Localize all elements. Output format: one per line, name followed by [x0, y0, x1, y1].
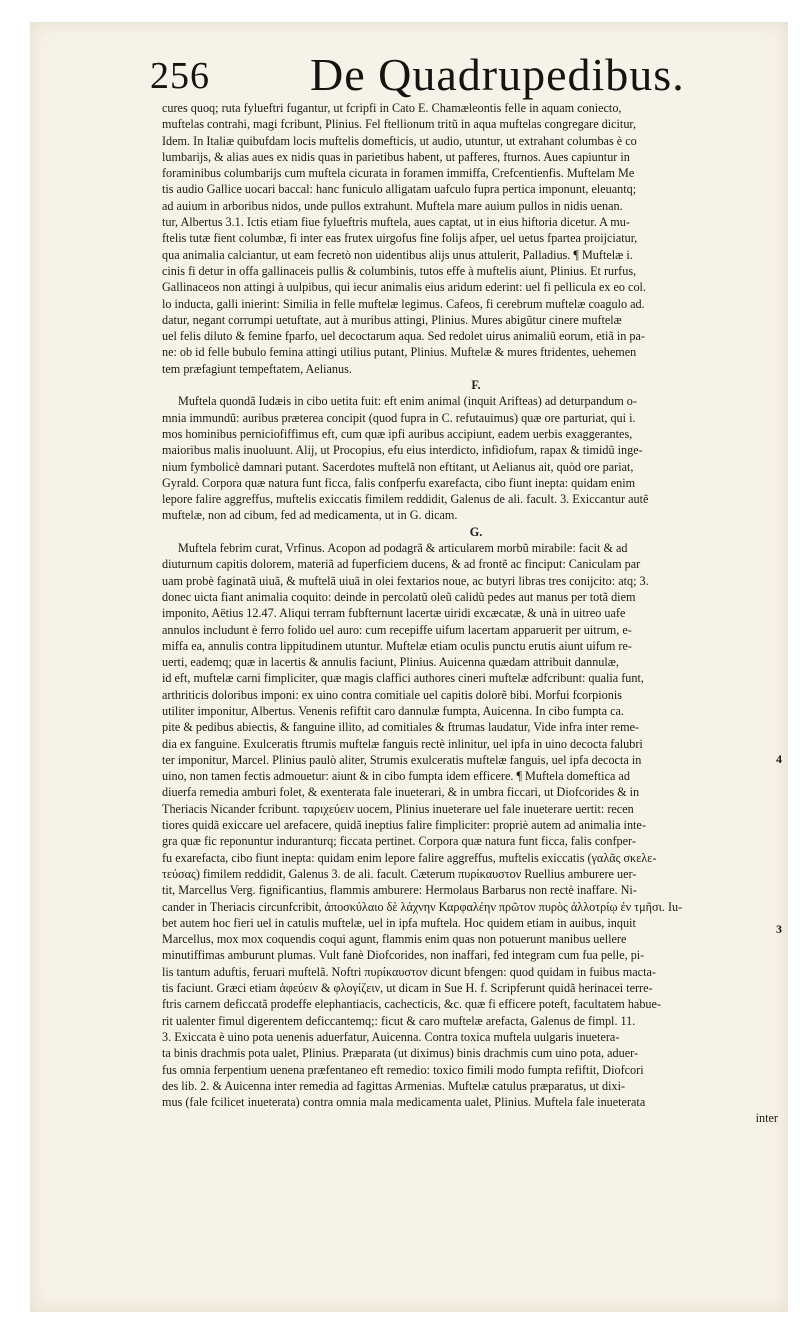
text-line: dia ex fanguine. Exulceratis ftrumis muftelæ fanguis rectè inlinitur, uel ipfa in uino decocta falubri — [162, 736, 643, 751]
text-line: des lib. 2. & Auicenna inter remedia ad fagittas Armenias. Muftelæ catulus præparatus, ut dixi- — [162, 1078, 626, 1093]
text-line: arthriticis doloribus imponi: ex uino contra comitiale uel capitis dolorẽ bibi. Morfui fcorpionis — [162, 687, 622, 702]
text-line: lis tantum aduftis, feruari muftelã. Noftri πυρίκαυστον dicunt bfengen: quod quidam in fuibus macta- — [162, 964, 656, 979]
text-line: uam probè faginatã uiuã, & muftelã uiuã in olei fextarios noue, ac butyri libras tres conijcito: atq; 3. — [162, 573, 649, 588]
text-line: tur, Albertus 3.1. Ictis etiam fiue fylueftris muftela, aues captat, ut in eius hiftoria dicetur. A mu- — [162, 215, 630, 230]
text-line: Muftela febrim curat, Vrfinus. Acopon ad podagrã & articularem morbũ mirabile: facit & ad — [178, 541, 628, 556]
text-line: ta binis drachmis pota ualet, Plinius. Præparata (ut diximus) binis drachmis cum uino pota, aduer- — [162, 1046, 638, 1061]
text-line: datur, negant corrumpi uetuftate, aut à muribus attingi, Plinius. Mures abigũtur cinere muftelæ — [162, 312, 622, 327]
text-line: qua animalia calciantur, ut eam fecretò non uidentibus alijs unus attulerit, Palladius. ¶ Muftelæ i. — [162, 247, 633, 262]
text-line: minutiffimas amburunt plumas. Vult fanè Diofcorides, non inaffari, fed integram cum fua pelle, pi- — [162, 948, 645, 963]
text-line: ne: ob id felle bubulo femina attingi utilius putant, Plinius. Muftelæ & mures ftridentes, uehemen — [162, 345, 637, 360]
text-line: rit ualenter fimul digerentem deficcantemq;: ficut & caro muftelæ arefacta, Galenus de fimpl. 11. — [162, 1013, 636, 1028]
text-line: lo inducta, galli inierint: Similia in felle muftelæ legimus. Cafeos, fi cerebrum muftelæ coagulo ad. — [162, 296, 645, 311]
text-line: utiliter imponitur, Albertus. Venenis refiftit caro dannulæ fumpta, Auicenna. In cibo fumpta ca. — [162, 703, 624, 718]
text-line: uino, non tamen fectis admouetur: aiunt & in cibo fumpta idem efficere. ¶ Muftela domeftica ad — [162, 769, 630, 784]
text-line: Idem. In Italiæ quibufdam locis muftelis domefticis, ut audio, utuntur, ut extrahant columbas è co — [162, 133, 637, 148]
section-letter: G. — [469, 524, 483, 539]
text-line: lumbarijs, & alias aues ex nidis quas in parietibus habent, ut pafferes, fturnos. Aues capiuntur in — [162, 149, 630, 164]
running-head: De Quadrupedibus. — [310, 49, 685, 100]
text-line: uel felis diluto & femine fparfo, uel decoctarum aqua. Sed redolet uirus animaliũ eorum, etiã in pa- — [162, 329, 645, 344]
margin-note: 4 — [776, 752, 782, 766]
text-line: fu exarefacta, cibo fiunt inepta: quidam enim lepore falire aggreffus, muftelis exiccatis (γαλᾶς σκελε- — [162, 850, 657, 865]
text-line: bet autem hoc fieri uel in catulis muftelæ, uel in ipfa muftela. Hoc quidem etiam in auibus, inquit — [162, 915, 636, 930]
text-line: maioribus malis inuoluunt. Alij, ut Procopius, efu eius interdicto, infidiofum, rapax & timidũ inge- — [162, 443, 643, 458]
text-line: cinis fi detur in offa gallinaceis pullis & columbinis, tutos effe à muftelis aiunt, Plinius. Et rurfus, — [162, 263, 637, 278]
text-line: Theriacis Nicander fcribunt. ταριχεύειν uocem, Plinius inueterare uel fale inueterare uertit: recen — [162, 801, 634, 816]
text-line: mos hominibus perniciofiffimus eft, cum quæ ipfi auribus accipiunt, eadem uerbis exaggerantes, — [162, 426, 633, 441]
text-line: miffa ea, annulis contra lippitudinem utuntur. Muftelæ etiam oculis punctu erutis aiunt uifum re- — [162, 638, 632, 653]
text-line: gra quæ fic reponuntur induranturq; ficcata pertinet. Corpora quæ natura funt ficca, falis confper- — [162, 834, 636, 849]
text-line: Gyrald. Corpora quæ natura funt ficca, falis confperfu exarefacta, cibo fiunt inepta: quidam enim — [162, 475, 636, 490]
text-line: tiores quidã exiccare uel arefacere, quidã ineptius falire fimpliciter: propriè autem ad animalia inte- — [162, 818, 646, 833]
page-number: 256 — [150, 55, 210, 97]
text-line: tem præfagiunt tempeftatem, Aelianus. — [162, 361, 352, 376]
page-header — [150, 48, 750, 108]
text-line: annulos includunt è ferro folido uel auro: cum recepiffe uifum lacertam apparuerit per uitrum, e- — [162, 622, 632, 637]
text-line: Gallinaceos non attingi à uulpibus, qui iecur animalis eius aridum ederint: uel fi pellicula ex eo col. — [162, 280, 646, 295]
text-line: uerti, eademq; quæ in lacertis & annulis faciunt, Plinius. Auicenna quædam attribuit dannulæ, — [162, 655, 619, 670]
text-line: tis faciunt. Græci etiam ἀφεύειν & φλογίζειν, ut dicam in Sue H. f. Scripferunt quidã herinacei terre- — [162, 981, 653, 996]
text-line: diuerfa remedia amburi folet, & exenterata fale inueterari, & in umbra ficcari, ut Diofcorides & in — [162, 785, 640, 800]
text-line: nium fymbolicè damnari putant. Sacerdotes muftelã non eftitant, ut Aelianus ait, quòd ore pariat, — [162, 459, 634, 474]
text-line: lepore falire aggreffus, muftelis exiccatis fimilem reddidit, Galenus de ali. facult. 3. Exiccantur autẽ — [162, 492, 649, 507]
text-line: ter imponitur, Marcel. Plinius paulò aliter, Strumis exulceratis muftelæ fanguis, uel ipfa decocta in — [162, 752, 642, 767]
text-line: Marcellus, mox mox coquendis coqui agunt, flammis enim quas non potuerunt manibus uellere — [162, 932, 627, 947]
text-line: τεύσας) fimilem reddidit, Galenus 3. de ali. facult. Cæterum πυρίκαυστον Ruellius amburere uer- — [162, 866, 637, 881]
text-line: tis audio Gallice uocari baccal: hanc funiculo alligatam uafculo fupra pertica imponunt, eleuantq; — [162, 182, 637, 197]
text-line: ftelis tutæ fient columbæ, fi inter eas frutex uirgofus fine folijs afper, uel uetus fpartea proijciatur, — [162, 231, 638, 246]
text-line: pite & pedibus abiectis, & fanguine illito, ad comitiales & ftrumas laudatur, Vide infra inter reme- — [162, 720, 640, 735]
text-line: cures quoq; ruta fylueftri fugantur, ut fcripfi in Cato E. Chamæleontis felle in aquam coniecto, — [162, 101, 622, 115]
text-line: cander in Theriacis circunfcribit, ἀποσκύλαιο δὲ λάχνην Καρφαλέην πρῶτον πυρὸς ἀλλοτρίῳ ἐν τμῆσι. Iu- — [162, 899, 683, 914]
text-line: imponito, Aëtius 12.47. Aliqui terram fubfternunt lacertæ uiridi excæcatæ, & unà in uitreo uafe — [162, 606, 626, 621]
text-line: foraminibus columbarijs cum muftela cicurata in foramen immiffa, Crefcentienfis. Muftelam Me — [162, 166, 635, 181]
text-line: 3. Exiccata è uino pota uenenis aduerfatur, Auicenna. Contra toxica muftela uulgaris inuetera- — [162, 1029, 620, 1044]
text-block — [162, 100, 790, 1127]
text-line: id eft, muftelæ carni fimpliciter, quæ magis claffici authores cineri muftelæ adfcribunt: qualia funt, — [162, 671, 644, 686]
text-line: muftelas contrahi, magi fcribunt, Plinius. Fel ftellionum tritũ in aqua muftelas congregare dicitur, — [162, 117, 637, 132]
text-line: Muftela quondã Iudæis in cibo uetita fuit: eft enim animal (inquit Arifteas) ad deturpandum o- — [178, 394, 637, 409]
text-line: donec uicta fiant animalia coquito: deinde in percolatũ oleũ calidũ pedes aut manus per totã diem — [162, 589, 636, 604]
catchword: inter — [755, 1111, 778, 1126]
text-line: tit, Marcellus Verg. fignificantius, flammis amburere: Hermolaus Barbarus non rectè inaffare. Ni- — [162, 883, 637, 898]
text-line: mnia immundũ: auribus præterea concipit (quod fupra in C. refutauimus) quæ ore parturiat, qui i. — [162, 410, 636, 425]
margin-note: 3 — [776, 922, 782, 936]
text-line: diuturnum capitis dolorem, materiã ad fuperficiem ducens, & ad frontẽ ac finciput: Caniculam par — [162, 557, 641, 572]
text-line: ftris carnem deficcatã prodeffe elephantiacis, cachecticis, &c. quæ fi efficere poteft, facultatem habue- — [162, 997, 661, 1012]
text-line: ad auium in arboribus nidos, unde pullos extrahunt. Muftela mare auium pullos in nidis uenan. — [162, 198, 623, 213]
text-line: muftelæ, non ad cibum, fed ad medicamenta, ut in G. dicam. — [162, 508, 458, 523]
text-line: mus (fale fcilicet inueterata) contra omnia mala medicamenta ualet, Plinius. Muftela fale inueterata — [162, 1095, 646, 1110]
text-line: fus omnia ferpentium uenena præfentaneo eft remedio: toxico fimili modo fumpta refiftit, Diofcori — [162, 1062, 644, 1077]
section-letter: F. — [471, 378, 481, 393]
